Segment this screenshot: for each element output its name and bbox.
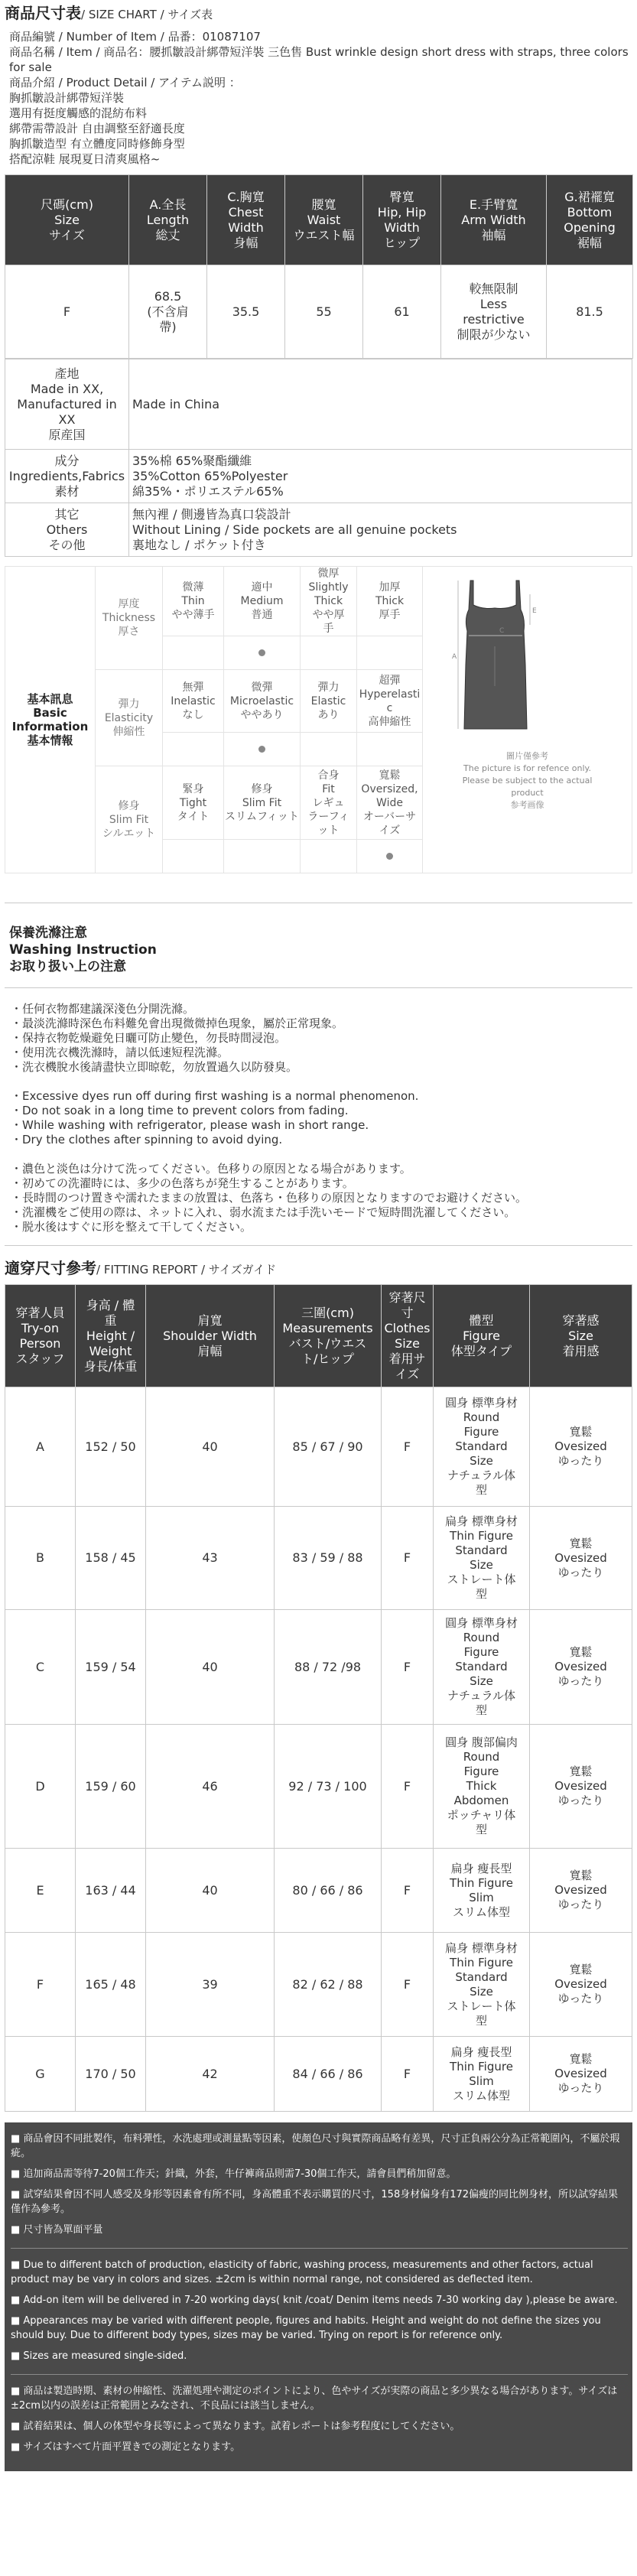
thickness-option: 微厚 Slightly Thick やや厚 手: [301, 567, 357, 636]
origin-label: 產地 Made in XX, Manufactured in XX 原産国: [5, 359, 129, 450]
washing-title: 保養洗滌注意 Washing Instruction お取り扱い上の注意: [9, 925, 157, 974]
list-item: ・長時間のつけ置きや濡れたままの放置は、色落ち・色移りの原因となりますのでお避けください。: [11, 1191, 528, 1205]
note-item: ■ サイズはすべて片面平置きでの測定となります。: [11, 2441, 241, 2453]
list-item: ・Do not soak in a long time to prevent colors from fading.: [11, 1104, 349, 1117]
list-item: ・脱水後はすぐに形を整えて干してください。: [11, 1220, 252, 1234]
list-item: ・Excessive dyes run off during first washing is a normal phenomenon.: [11, 1089, 419, 1103]
elasticity-option: 微彈 Microelastic ややあり: [224, 670, 301, 733]
intro-line: 搭配涼鞋 展現夏日清爽風格~: [9, 152, 161, 166]
header-figure: 體型 Figure 体型タイプ: [434, 1285, 530, 1387]
others-label: 其它 Others その他: [5, 503, 129, 557]
table-row: E 163 / 44 40 80 / 66 / 86 F 扁身 瘦長型 Thin Figure Slim スリム体型 寬鬆 Ovesized ゆったり: [5, 1849, 632, 1933]
note-item: ■ 追加商品需等待7-20個工作天；針織，外套，牛仔褲商品則需7-30個工作天，請會員們稍加留意。: [11, 2168, 457, 2180]
cell-arm: 較無限制 Less restrictive 制限が少ない: [441, 265, 547, 359]
thickness-option: 微薄 Thin やや薄手: [163, 567, 224, 636]
note-item: ■ 尺寸皆為單面平量: [11, 2224, 103, 2236]
note-item: ■ Add-on item will be delivered in 7-20 working days( knit /coat/ Denim items needs 7-30 working day ),please be aware.: [11, 2295, 618, 2306]
header-size: 尺碼(cm) Size サイズ: [5, 175, 129, 265]
others-value: 無內裡 / 側邊皆為真口袋設計 Without Lining / Side pockets are all genuine pockets 裏地なし / ポケット付き: [129, 503, 632, 557]
note-item: ■ 商品會因不同批製作，布料彈性，水洗處理或測量點等因素，使顏色尺寸與實際商品略有差異，尺寸正負兩公分為正常範圍內，不屬於瑕疵。: [11, 2133, 620, 2159]
elasticity-option: 彈力 Elastic あり: [301, 670, 357, 733]
table-row: [5, 450, 632, 503]
dress-diagram-cell: [423, 567, 632, 873]
label-a: A: [452, 653, 457, 661]
label-e: E: [532, 607, 537, 615]
header-bottom: G.裙襬寬 Bottom Opening 裾幅: [547, 175, 633, 265]
note-item: ■ Sizes are measured single-sided.: [11, 2350, 187, 2362]
header-shoulder: 肩寬 Shoulder Width 肩幅: [146, 1285, 275, 1387]
table-row: C 159 / 54 40 88 / 72 /98 F 圓身 標準身材 Round Figure Standard Size ナチュラル体 型 寬鬆 Ovesized ゆったり: [5, 1610, 632, 1725]
header-person: 穿著人員 Try-on Person スタッフ: [5, 1285, 76, 1387]
selected-dot: [258, 649, 265, 656]
thickness-label: 厚度 Thickness 厚さ: [96, 567, 163, 670]
product-detail-label: 商品介紹 / Product Detail / アイテム説明 ：: [9, 76, 241, 89]
cell-size: F: [5, 265, 129, 359]
size-table: [5, 174, 633, 359]
table-row: F 165 / 48 39 82 / 62 / 88 F 扁身 標準身材 Thin Figure Standard Size ストレート体 型 寬鬆 Ovesized ゆったり: [5, 1933, 632, 2037]
fitting-table: [5, 1284, 632, 2112]
dress-shape: [464, 581, 527, 729]
list-item: ・洗衣機脫水後請盡快立即晾乾，勿放置過久以防發臭。: [11, 1060, 298, 1074]
dress-diagram: [423, 571, 576, 747]
intro-line: 綁帶需帶設計 自由調整至舒適長度: [9, 122, 185, 135]
fit-option: 合身 Fit レギュ ラーフィ ット: [301, 766, 357, 840]
note-item: ■ Appearances may be varied with different people, figures and habits. Height and weight do not define the sizes you should buy. Due to different body types, sizes may be varied. Trying on report is for reference only.: [11, 2315, 601, 2341]
cell-chest: 35.5: [207, 265, 285, 359]
fitting-table-header: [5, 1285, 632, 1387]
list-item: ・任何衣物都建議深淺色分開洗滌。: [11, 1002, 195, 1016]
header-measurements: 三圍(cm) Measurements バスト/ウエス ト/ヒップ: [275, 1285, 382, 1387]
note-item: ■ Due to different batch of production, elasticity of fabric, washing process, measurements and other factors, actual product may be vary in colors and sizes. ±2cm is within normal range, not considered as deflected item.: [11, 2259, 593, 2285]
list-item: ・使用洗衣機洗滌時，請以低速短程洗滌。: [11, 1046, 229, 1059]
header-feel: 穿著感 Size 着用感: [530, 1285, 632, 1387]
product-info: [5, 24, 632, 174]
elasticity-option: 無彈 Inelastic なし: [163, 670, 224, 733]
header-clothes-size: 穿著尺 寸 Clothes Size 着用サ イズ: [382, 1285, 434, 1387]
washing-list: [5, 988, 632, 1234]
cell-bottom: 81.5: [547, 265, 633, 359]
selected-dot: [258, 746, 265, 753]
materials-table: [5, 359, 632, 557]
list-item: ・保持衣物乾燥避免日曬可防止變色，勿長時間浸泡。: [11, 1031, 287, 1045]
label-c: C: [499, 627, 505, 635]
table-row: A 152 / 50 40 85 / 67 / 90 F 圓身 標準身材 Round Figure Standard Size ナチュラル体 型 寬鬆 Ovesized ゆったり: [5, 1387, 632, 1507]
list-item: ・最淡洗滌時深色布料難免會出現微微掉色現象，屬於正常現象。: [11, 1016, 344, 1030]
fitting-report-title: 適穿尺寸參考/ FITTING REPORT / サイズガイド: [5, 1259, 277, 1277]
basic-info-label: 基本訊息 Basic Information 基本情報: [5, 567, 96, 873]
list-item: ・初めての洗濯時には、多少の色落ちが発生することがあります。: [11, 1176, 354, 1190]
table-row: [5, 503, 632, 557]
note-item: ■ 試穿結果會因不同人感受及身形等因素會有所不同，身高體重不表示購買的尺寸，158身材偏身有172偏瘦的同比例身材，所以試穿結果僅作為參考。: [11, 2189, 619, 2215]
note-item: ■ 試着結果は、個人の体型や身長等によって異なります。試着レポートは参考程度にしてください。: [11, 2421, 460, 2432]
table-row: G 170 / 50 42 84 / 66 / 86 F 扁身 瘦長型 Thin Figure Slim スリム体型 寬鬆 Ovesized ゆったり: [5, 2037, 632, 2112]
table-row: B 158 / 45 43 83 / 59 / 88 F 扁身 標準身材 Thin Figure Standard Size ストレート体 型 寬鬆 Ovesized ゆったり: [5, 1507, 632, 1610]
notes-panel: [5, 2122, 632, 2471]
cell-length: 68.5 (不含肩 帶): [129, 265, 207, 359]
fit-option: 修身 Slim Fit スリムフィット: [224, 766, 301, 840]
header-arm: E.手臂寬 Arm Width 袖幅: [441, 175, 547, 265]
fit-option: 寬鬆 Oversized, Wide オーバーサ イズ: [357, 766, 423, 840]
table-row: [5, 265, 633, 359]
fit-option: 緊身 Tight タイト: [163, 766, 224, 840]
list-item: ・濃色と淡色は分けて洗ってください。色移りの原因となる場合があります。: [11, 1162, 411, 1176]
table-row: [5, 359, 632, 450]
divider: [11, 2374, 628, 2375]
fit-label: 修身 Slim Fit シルエット: [96, 766, 163, 873]
header-length: A.全長 Length 総丈: [129, 175, 207, 265]
origin-value: Made in China: [129, 359, 632, 450]
list-item: ・Dry the clothes after spinning to avoid dying.: [11, 1133, 283, 1147]
divider: [11, 2248, 628, 2249]
elasticity-label: 彈力 Elasticity 伸縮性: [96, 670, 163, 766]
list-item: ・While washing with refrigerator, please wash in short range.: [11, 1118, 369, 1132]
elasticity-option: 超彈 Hyperelastic 高伸縮性: [357, 670, 423, 733]
item-number: 商品編號 / Number of Item / 品番：01087107: [9, 30, 261, 44]
list-item: ・洗濯機をご使用の際は、ネットに入れ、弱水流または手洗いモードで短時間洗濯してください。: [11, 1205, 516, 1219]
header-waist: 腰寬 Waist ウエスト幅: [285, 175, 363, 265]
table-row: D 159 / 60 46 92 / 73 / 100 F 圓身 腹部偏肉 Round Figure Thick Abdomen ポッチャリ体 型 寬鬆 Ovesized ゆったり: [5, 1725, 632, 1849]
header-height-weight: 身高 / 體 重 Height / Weight 身長/体重: [76, 1285, 146, 1387]
header-chest: C.胸寬 Chest Width 身幅: [207, 175, 285, 265]
selected-dot: [386, 853, 393, 860]
washing-section: [5, 903, 632, 1246]
cell-waist: 55: [285, 265, 363, 359]
size-table-header: [5, 175, 633, 265]
header-hip: 臀寬 Hip, Hip Width ヒップ: [363, 175, 441, 265]
basic-info-table: [5, 566, 632, 873]
intro-line: 胸抓皺造型 有立體度同時修飾身型: [9, 137, 185, 151]
intro-line: 選用有挺度觸感的混紡布料: [9, 106, 148, 120]
thickness-row: [5, 567, 632, 636]
cell-hip: 61: [363, 265, 441, 359]
item-name: 商品名稱 / Item / 商品名：腰抓皺設計綁帶短洋裝 三色售 Bust wrinkle design short dress with straps, three colors for sale: [9, 45, 629, 74]
size-chart-title: 商品尺寸表/ SIZE CHART / サイズ表: [5, 4, 213, 22]
thickness-option: 加厚 Thick 厚手: [357, 567, 423, 636]
thickness-option: 適中 Medium 普通: [224, 567, 301, 636]
note-item: ■ 商品は製造時期、素材の伸縮性、洗濯処理や測定のポイントにより、色やサイズが実際の商品と多少異なる場合があります。サイズは±2cm以内の誤差は正常範囲とみなされ、不良品には該当しません。: [11, 2386, 618, 2412]
intro-line: 胸抓皺設計綁帶短洋裝: [9, 91, 125, 105]
diagram-caption: 圖片僅參考 The picture is for refence only. Please be subject to the actual product 参考画像: [462, 751, 593, 810]
ingredients-label: 成分 Ingredients,Fabrics 素材: [5, 450, 129, 503]
ingredients-value: 35%棉 65%聚酯纖維 35%Cotton 65%Polyester 綿35%・ポリエステル65%: [129, 450, 632, 503]
